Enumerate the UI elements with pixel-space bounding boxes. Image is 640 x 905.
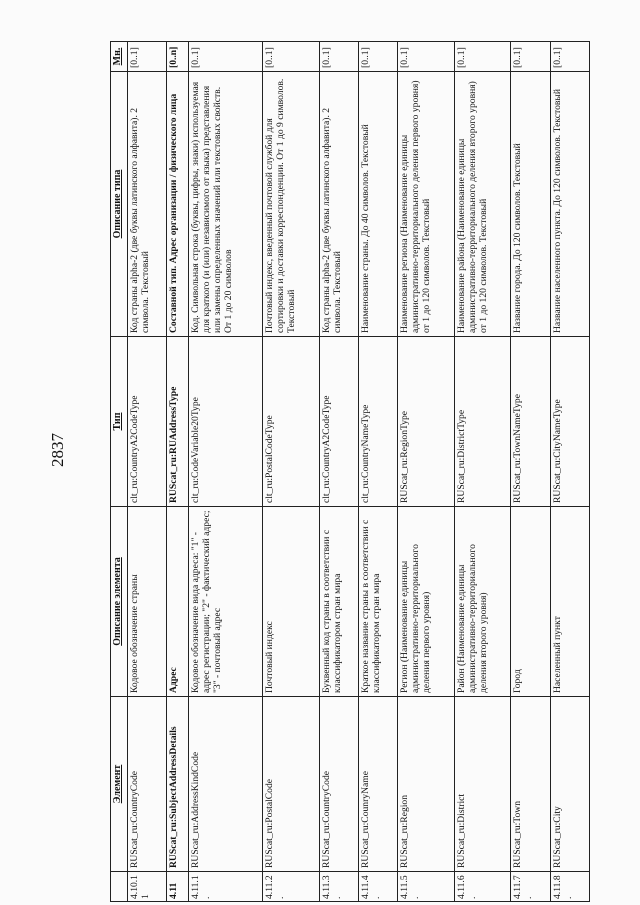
row-element: RUScat_ru:PostalCode <box>263 697 320 872</box>
row-multiplicity: [0..1] <box>398 42 455 72</box>
header-number <box>111 872 128 902</box>
row-multiplicity: [0..1] <box>189 42 263 72</box>
header-type-description: Описание типа <box>111 72 128 337</box>
row-element: RUScat_ru:CountryCode <box>319 697 358 872</box>
row-multiplicity: [0..1] <box>358 42 397 72</box>
row-type: RUScat_ru:RUAddressType <box>167 337 189 507</box>
table-row <box>263 42 320 902</box>
row-type-description: Код страны alpha-2 (две буквы латинского алфавита). 2 символа. Текстовый <box>128 72 167 337</box>
row-element-description: Адрес <box>167 507 189 697</box>
row-number: 4.11.5. <box>398 872 455 902</box>
table-row <box>128 42 167 902</box>
row-type-description: Код. Символьная строка (буквы, цифры, знаки) используемая для краткого (и (или) независимого от языка) представления или замены определенных значений или текстовых свойств. От 1 до 20 символов <box>189 72 263 337</box>
row-element: RUScat_ru:CountryCode <box>128 697 167 872</box>
row-element-description: Населенный пункт <box>550 507 589 697</box>
row-number: 4.11 <box>167 872 189 902</box>
row-type: clt_ru:CodeVariable20Type <box>189 337 263 507</box>
row-element: RUScat_ru:Region <box>398 697 455 872</box>
row-element-description: Краткое название страны в соответствии с классификатором стран мира <box>358 507 397 697</box>
row-element-description: Буквенный код страны в соответствии с классификатором стран мира <box>319 507 358 697</box>
row-number: 4.10.11 <box>128 872 167 902</box>
row-type-description: Наименование района (Наименование единицы административно-территориального деления второго уровня) от 1 до 120 символов. Текстовый <box>454 72 511 337</box>
row-type-description: Составной тип. Адрес организации / физического лица <box>167 72 189 337</box>
row-element-description: Город <box>511 507 550 697</box>
row-multiplicity: [0..1] <box>319 42 358 72</box>
data-table <box>110 41 590 902</box>
table-row <box>319 42 358 902</box>
row-type-description: Наименование региона (Наименование единицы административно-территориального деления первого уровня) от 1 до 120 символов. Текстовый <box>398 72 455 337</box>
row-number: 4.11.7. <box>511 872 550 902</box>
row-multiplicity: [0..1] <box>454 42 511 72</box>
row-multiplicity: [0..1] <box>128 42 167 72</box>
table-row <box>358 42 397 902</box>
header-multiplicity: Мн. <box>111 42 128 72</box>
row-element: RUScat_ru:CounryName <box>358 697 397 872</box>
row-number: 4.11.1. <box>189 872 263 902</box>
row-type: clt_ru:PostalCodeType <box>263 337 320 507</box>
row-multiplicity: [0..1] <box>550 42 589 72</box>
row-element-description: Регион (Наименование единицы административно-территориального деления первого уровня) <box>398 507 455 697</box>
table-row <box>398 42 455 902</box>
row-type: RUScat_ru:CityNameType <box>550 337 589 507</box>
row-element: RUScat_ru:SubjectAddressDetails <box>167 697 189 872</box>
row-element: RUScat_ru:District <box>454 697 511 872</box>
row-type-description: Название города. До 120 символов. Текстовый <box>511 72 550 337</box>
row-number: 4.11.3. <box>319 872 358 902</box>
table-header-row <box>111 42 128 902</box>
row-element-description: Район (Наименование единицы административно-территориального деления второго уровня) <box>454 507 511 697</box>
row-number: 4.11.4. <box>358 872 397 902</box>
header-type: Тип <box>111 337 128 507</box>
row-element: RUScat_ru:City <box>550 697 589 872</box>
row-type: RUScat_ru:DistrictType <box>454 337 511 507</box>
row-type-description: Код страны alpha-2 (две буквы латинского алфавита). 2 символа. Текстовый <box>319 72 358 337</box>
row-element-description: Кодовое обозначение вида адреса: "1" - адрес регистрации; "2" - фактический адрес; "3" - почтовый адрес <box>189 507 263 697</box>
table-row <box>189 42 263 902</box>
row-type: clt_ru:CountryA2CodeType <box>319 337 358 507</box>
row-element: RUScat_ru:Town <box>511 697 550 872</box>
row-element: RUScat_ru:AddressKindCode <box>189 697 263 872</box>
row-number: 4.11.2. <box>263 872 320 902</box>
table-row <box>511 42 550 902</box>
row-type-description: Название населенного пункта. До 120 символов. Текстовый <box>550 72 589 337</box>
row-multiplicity: [0..1] <box>263 42 320 72</box>
table-row <box>550 42 589 902</box>
row-type: RUScat_ru:RegionType <box>398 337 455 507</box>
table-container <box>110 42 590 902</box>
row-number: 4.11.8. <box>550 872 589 902</box>
page-number: 2837 <box>48 433 67 467</box>
header-element-description: Описание элемента <box>111 507 128 697</box>
row-type-description: Почтовый индекс, введенный почтовой службой для сортировки и доставки корреспонденции. От 1 до 9 символов. Текстовый <box>263 72 320 337</box>
row-type: clt_ru:CountryNameType <box>358 337 397 507</box>
row-element-description: Почтовый индекс <box>263 507 320 697</box>
row-type-description: Наименование страны. До 40 символов. Текстовый <box>358 72 397 337</box>
header-element: Элемент <box>111 697 128 872</box>
row-type: clt_ru:CountryA2CodeType <box>128 337 167 507</box>
row-element-description: Кодовое обозначение страны <box>128 507 167 697</box>
table-body <box>128 42 590 902</box>
row-multiplicity: [0..1] <box>511 42 550 72</box>
table-row <box>167 42 189 902</box>
row-multiplicity: [0..n] <box>167 42 189 72</box>
row-type: RUScat_ru:TownNameType <box>511 337 550 507</box>
table-row <box>454 42 511 902</box>
row-number: 4.11.6. <box>454 872 511 902</box>
